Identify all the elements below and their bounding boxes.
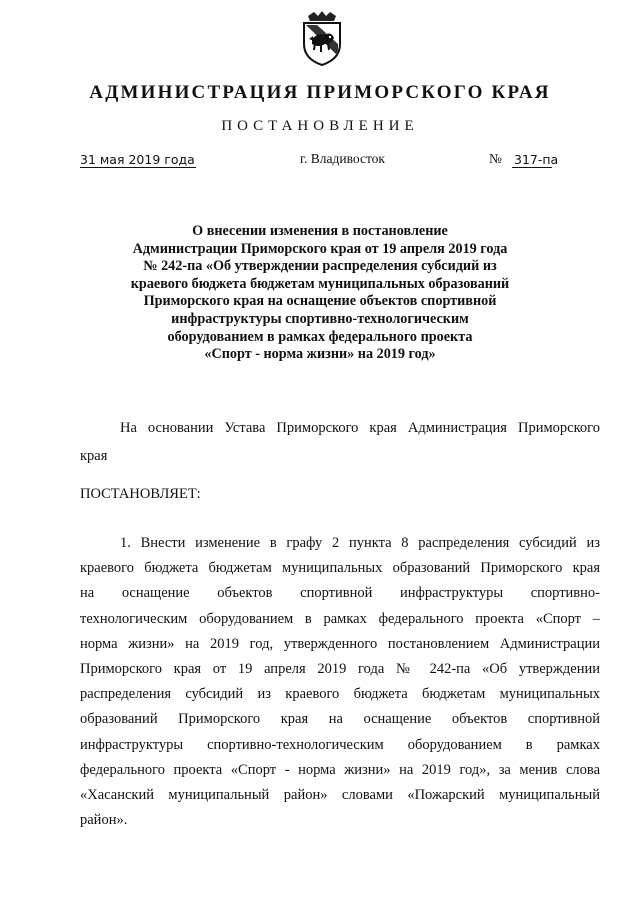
title-line: краевого бюджета бюджетам муниципальных образований (130, 275, 510, 292)
paragraph-line: «Хасанский муниципальный район» словами «Пожарский муниципальный (80, 787, 600, 804)
title-line: оборудованием в рамках федерального проекта (167, 328, 473, 345)
paragraph-line: распределения субсидий из краевого бюджета бюджетам муниципальных (80, 686, 600, 703)
title-line: № 242-па «Об утверждении распределения субсидий из (143, 258, 497, 275)
paragraph-line: инфраструктуры спортивно-технологическим оборудованием в рамках (80, 736, 600, 753)
paragraph-line: на оснащение объектов спортивной инфраструктуры спортивно- (80, 585, 600, 602)
basis-line: края (80, 448, 108, 464)
number-sign: № (489, 151, 502, 166)
resolve-word: ПОСТАНОВЛЯЕТ: (80, 486, 201, 502)
document-number: 317-па (514, 152, 559, 167)
document-date: 31 мая 2019 года (80, 152, 195, 167)
title-line: инфраструктуры спортивно-технологическим (171, 310, 469, 327)
title-line: Приморского края на оснащение объектов спортивной (143, 293, 497, 310)
paragraph-line: район». (80, 812, 128, 829)
document-title (110, 223, 530, 364)
number-underline (512, 167, 552, 168)
paragraph-line: краевого бюджета бюджетам муниципальных образований Приморского края (80, 560, 600, 577)
paragraph-line: федерального проекта «Спорт - норма жизни» на 2019 год», за менив слова (80, 761, 600, 778)
title-line: О внесении изменения в постановление (192, 223, 448, 239)
organization-name: АДМИНИСТРАЦИЯ ПРИМОРСКОГО КРАЯ (89, 82, 551, 103)
paragraph-line: технологическим оборудованием в рамках федерального проекта «Спорт – (80, 610, 600, 627)
title-line: «Спорт - норма жизни» на 2019 год» (204, 346, 436, 363)
basis-paragraph (80, 414, 600, 470)
paragraph-line: норма жизни» на 2019 год, утвержденного постановлением Администрации (80, 635, 600, 652)
paragraph-line: Приморского края от 19 апреля 2019 года № 242-па «Об утверждении (80, 661, 600, 678)
resolution-paragraph (80, 531, 600, 833)
document-city: г. Владивосток (300, 151, 385, 166)
title-line: Администрации Приморского края от 19 апреля 2019 года (132, 240, 508, 257)
paragraph-line: 1. Внести изменение в графу 2 пункта 8 распределения субсидий из (120, 535, 600, 551)
coat-of-arms-emblem (301, 10, 343, 66)
document-type: ПОСТАНОВЛЕНИЕ (221, 118, 419, 134)
basis-line: На основании Устава Приморского края Администрация Приморского (120, 420, 600, 436)
paragraph-line: образований Приморского края на оснащение объектов спортивной (80, 711, 600, 728)
